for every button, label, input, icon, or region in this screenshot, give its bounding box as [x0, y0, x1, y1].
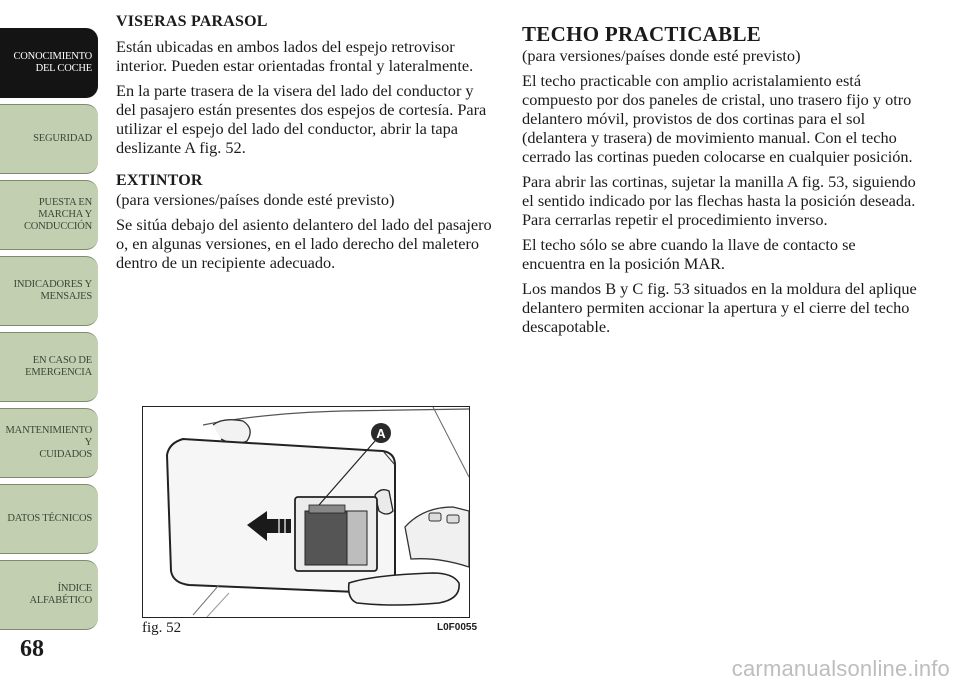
- section-heading-techo: TECHO PRACTICABLE: [522, 22, 762, 46]
- figure-caption: fig. 52: [142, 620, 182, 636]
- page-number: 68: [20, 636, 44, 662]
- tab-label: EN CASO DE EMERGENCIA: [25, 355, 92, 378]
- paragraph: El techo sólo se abre cuando la llave de contacto se encuentra en la posición MAR.: [522, 235, 856, 273]
- left-column: [116, 12, 496, 278]
- paragraph: Se sitúa debajo del asiento delantero del lado del pasajero o, en algunas versiones, en el lado derecho del maletero dentro de un recipiente adecuado.: [116, 215, 492, 272]
- tab-datos-tecnicos[interactable]: [0, 484, 98, 554]
- tab-label: DATOS TÉCNICOS: [7, 513, 92, 524]
- section-heading-extintor: EXTINTOR: [116, 172, 203, 189]
- tab-seguridad[interactable]: [0, 104, 98, 174]
- tab-mantenimiento-y-cuidados[interactable]: [0, 408, 98, 478]
- tab-label: INDICADORES Y MENSAJES: [13, 279, 92, 302]
- paragraph: Están ubicadas en ambos lados del espejo retrovisor interior. Pueden estar orientadas frontal y lateralmente.: [116, 37, 474, 75]
- right-column: [522, 22, 918, 342]
- watermark: carmanualsonline.info: [731, 656, 950, 681]
- paragraph: Los mandos B y C fig. 53 situados en la moldura del aplique delantero permiten accionar la apertura y el cierre del techo descapotable.: [522, 279, 917, 336]
- sun-visor-illustration: [143, 407, 470, 618]
- tab-indice-alfabetico[interactable]: [0, 560, 98, 630]
- tab-puesta-en-marcha[interactable]: [0, 180, 98, 250]
- figure-code: L0F0055: [437, 622, 478, 633]
- figure-sun-visor: [142, 406, 470, 618]
- tab-label: MANTENIMIENTO Y CUIDADOS: [5, 425, 92, 460]
- chapter-sidebar: [0, 0, 104, 640]
- tab-label: CONOCIMIENTO DEL COCHE: [13, 51, 92, 74]
- availability-note: (para versiones/países donde esté previsto): [522, 46, 801, 65]
- paragraph: Para abrir las cortinas, sujetar la manilla A fig. 53, siguiendo el sentido indicado por las flechas hasta la posición deseada. Para cerrarlas repetir el procedimiento inverso.: [522, 172, 916, 229]
- section-heading-viseras: VISERAS PARASOL: [116, 13, 268, 30]
- tab-conocimiento-del-coche[interactable]: [0, 28, 98, 98]
- tab-label: ÍNDICE ALFABÉTICO: [29, 583, 92, 606]
- paragraph: En la parte trasera de la visera del lado del conductor y del pasajero están presentes dos espejos de cortesía. Para utilizar el espejo del lado del conductor, abrir la tapa deslizante A fig. 52.: [116, 81, 487, 157]
- tab-label: PUESTA EN MARCHA Y CONDUCCIÓN: [23, 197, 92, 232]
- callout-label-a: A: [376, 426, 386, 441]
- tab-en-caso-de-emergencia[interactable]: [0, 332, 98, 402]
- paragraph: El techo practicable con amplio acristalamiento está compuesto por dos paneles de cristal, uno trasero fijo y otro delantero móvil, provistos de dos cortinas para el sol (delantera y trasera) de movimiento manual. Con el techo cerrado las cortinas pueden colocarse en cualquier posición.: [522, 71, 913, 166]
- tab-indicadores-y-mensajes[interactable]: [0, 256, 98, 326]
- availability-note: (para versiones/países donde esté previsto): [116, 190, 395, 209]
- tab-label: SEGURIDAD: [33, 133, 92, 144]
